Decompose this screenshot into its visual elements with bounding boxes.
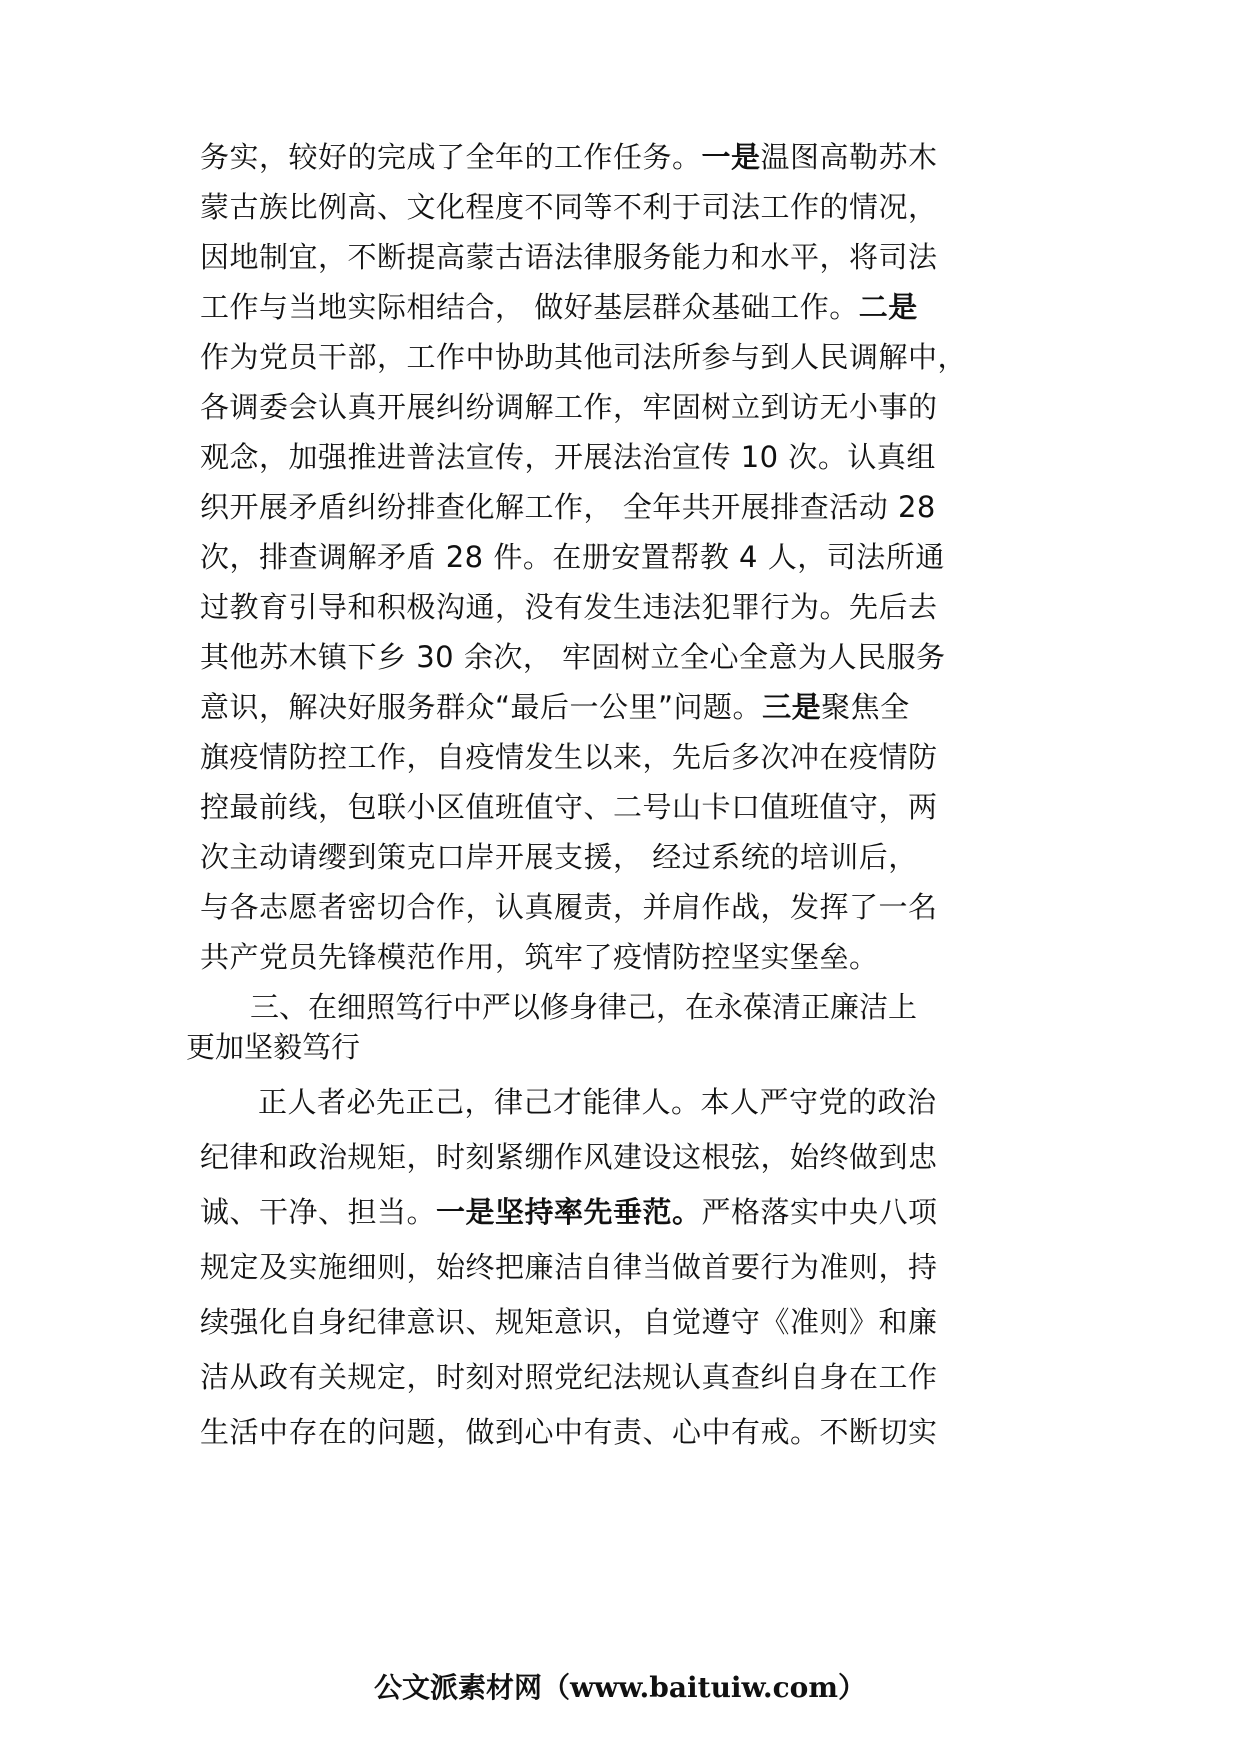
paragraph1-line-9: 次，排查调解矛盾 28 件。在册安置帮教 4 人，司法所通	[200, 540, 945, 574]
paragraph1-line-14: 控最前线，包联小区值班值守、二号山卡口值班值守，两	[200, 790, 938, 824]
paragraph1-line-12	[200, 687, 910, 727]
text-run: 工作与当地实际相结合， 做好基层群众基础工作。	[200, 290, 859, 324]
text-run: 意识，解决好服务群众“最后一公里”问题。	[200, 690, 763, 724]
paragraph1-line-2: 蒙古族比例高、文化程度不同等不利于司法工作的情况，	[200, 190, 938, 224]
section-heading-line-1: 三、在细照笃行中严以修身律己，在永葆清正廉洁上	[250, 990, 918, 1024]
text-run: 温图高勒苏木	[760, 140, 938, 174]
text-run: 诚、干净、担当。	[200, 1195, 437, 1229]
bold-lead: 一是坚持率先垂范。	[436, 1195, 702, 1229]
paragraph2-line-6: 洁从政有关规定，时刻对照党纪法规认真查纠自身在工作	[200, 1360, 938, 1394]
paragraph1-line-16: 与各志愿者密切合作，认真履责，并肩作战，发挥了一名	[200, 890, 938, 924]
paragraph1-line-8: 织开展矛盾纠纷排查化解工作， 全年共开展排查活动 28	[200, 490, 936, 524]
paragraph2-line-7: 生活中存在的问题，做到心中有责、心中有戒。不断切实	[200, 1415, 938, 1449]
section-heading-line-2: 更加坚毅笃行	[186, 1030, 361, 1064]
bold-lead: 二是	[858, 290, 918, 324]
paragraph1-line-6: 各调委会认真开展纠纷调解工作，牢固树立到访无小事的	[200, 390, 938, 424]
paragraph1-line-13: 旗疫情防控工作，自疫情发生以来，先后多次冲在疫情防	[200, 740, 938, 774]
paragraph2-line-1: 正人者必先正己，律己才能律人。本人严守党的政治	[258, 1085, 937, 1119]
bold-lead: 一是	[701, 140, 761, 174]
paragraph1-line-11: 其他苏木镇下乡 30 余次， 牢固树立全心全意为人民服务	[200, 640, 946, 674]
paragraph2-line-3	[200, 1192, 938, 1232]
paragraph1-line-1	[200, 137, 938, 177]
paragraph1-line-5: 作为党员干部，工作中协助其他司法所参与到人民调解中，	[200, 340, 968, 374]
text-run: 严格落实中央八项	[701, 1195, 938, 1229]
paragraph1-line-7: 观念，加强推进普法宣传，开展法治宣传 10 次。认真组	[200, 440, 936, 474]
paragraph1-line-4	[200, 287, 918, 327]
paragraph2-line-2: 纪律和政治规矩，时刻紧绷作风建设这根弦，始终做到忠	[200, 1140, 938, 1174]
text-run: 务实，较好的完成了全年的工作任务。	[200, 140, 702, 174]
text-run: 聚焦全	[821, 690, 910, 724]
paragraph1-line-17: 共产党员先锋模范作用，筑牢了疫情防控坚实堡垒。	[200, 940, 879, 974]
paragraph2-line-4: 规定及实施细则，始终把廉洁自律当做首要行为准则，持	[200, 1250, 938, 1284]
paragraph1-line-3: 因地制宜，不断提高蒙古语法律服务能力和水平，将司法	[200, 240, 938, 274]
paragraph2-line-5: 续强化自身纪律意识、规矩意识，自觉遵守《准则》和廉	[200, 1305, 938, 1339]
paragraph1-line-10: 过教育引导和积极沟通，没有发生违法犯罪行为。先后去	[200, 590, 938, 624]
footer-watermark: 公文派素材网（www.baituiw.com）	[374, 1671, 866, 1704]
paragraph1-line-15: 次主动请缨到策克口岸开展支援， 经过系统的培训后，	[200, 840, 918, 874]
bold-lead: 三是	[762, 690, 822, 724]
